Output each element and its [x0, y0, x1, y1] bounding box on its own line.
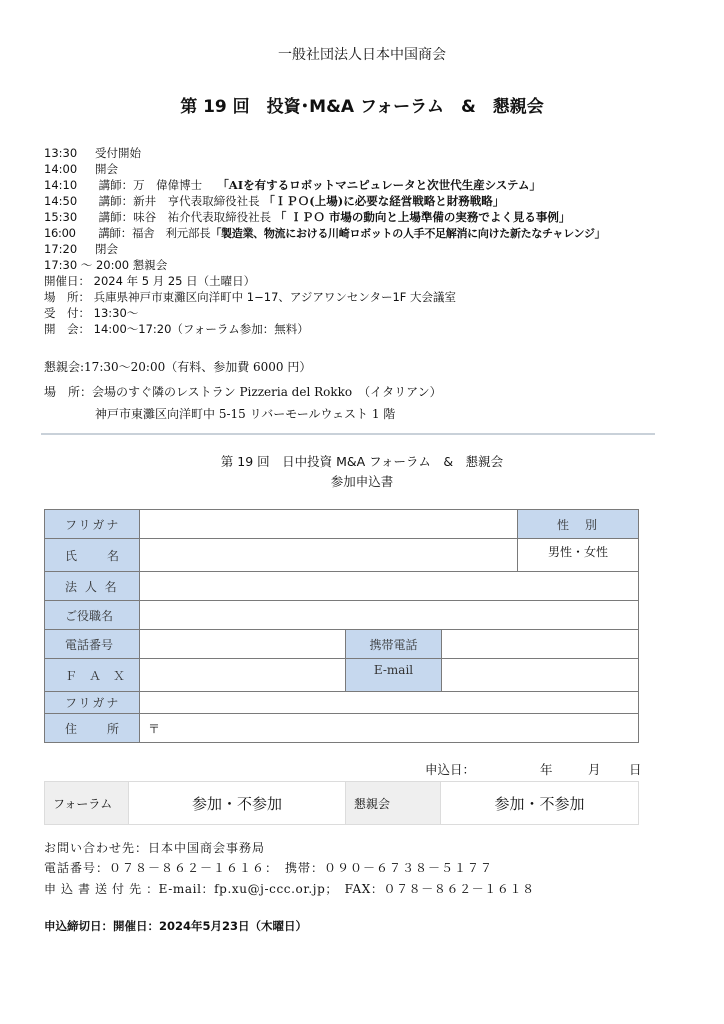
lecture-topic: 「製造業、物流における川崎ロボットの人手不足解消に向けた新たなチャレンジ」 — [210, 227, 606, 240]
schedule-time: 15:30 — [44, 210, 78, 224]
section-divider — [41, 433, 655, 435]
schedule-text: 受付開始 — [95, 146, 141, 160]
schedule-time: 14:00 — [44, 162, 78, 176]
registration-table — [44, 509, 639, 743]
party-details: 懇親会:17:30～20:00（有料、参加費 6000 円） — [44, 360, 312, 374]
schedule-item — [44, 225, 605, 242]
schedule-text: 講師：万 偉偉博士 — [95, 178, 218, 192]
party-address: 神戸市東灘区向洋町中 5-15 リバーモールウェスト 1 階 — [95, 407, 396, 421]
application-date-day: 日 — [629, 762, 642, 777]
schedule-item — [44, 177, 541, 193]
schedule-time: 14:50 — [44, 194, 78, 208]
furigana-label: フリガナ — [45, 510, 140, 539]
application-date-month: 月 — [588, 762, 601, 777]
email-field[interactable] — [442, 659, 639, 692]
schedule-text: 講師：新井 亨代表取締役社長 — [95, 194, 264, 208]
lecture-topic: 「 ＩＰＯ 市場の動向と上場準備の実務でよく見る事例」 — [274, 210, 571, 224]
inquiry-contact: お問い合わせ先：日本中国商会事務局 — [44, 841, 266, 855]
forum-label: フォーラム — [45, 782, 129, 825]
mobile-label: 携帯電話 — [346, 630, 442, 659]
name-label: 氏 名 — [45, 539, 140, 572]
company-label: 法 人 名 — [45, 572, 140, 601]
reception-time: 受 付： 13:30～ — [44, 306, 139, 320]
fax-field[interactable] — [140, 659, 346, 692]
schedule-time: 14:10 — [44, 178, 78, 192]
lecture-topic: 「AIを有するロボットマニピュレータと次世代生産システム」 — [217, 178, 541, 192]
gender-options[interactable]: 男性・女性 — [518, 539, 639, 572]
schedule-text: 閉会 — [95, 242, 118, 256]
party-venue: 場 所：会場のすぐ隣のレストラン Pizzeria del Rokko （イタリアン） — [44, 385, 442, 399]
contact-send-to: 申 込 書 送 付 先 ：E-mail：fp.xu@j-ccc.or.jp； FAX：０７８－８６２－１６１８ — [44, 882, 535, 896]
lecture-topic: 「ＩＰＯ(上場)に必要な経営戦略と財務戦略」 — [263, 194, 505, 208]
opening-time: 開 会： 14:00～17:20（フォーラム参加：無料） — [44, 322, 309, 336]
position-label: ご役職名 — [45, 601, 140, 630]
company-field[interactable] — [140, 572, 639, 601]
furigana-address-label: フリガナ — [45, 692, 140, 714]
phone-field[interactable] — [140, 630, 346, 659]
schedule-text: 講師：福舎 利元部長 — [95, 226, 211, 240]
schedule-item — [44, 193, 504, 209]
event-venue: 場 所： 兵庫県神戸市東灘区向洋町中 1−17、アジアワンセンター1F 大会議室 — [44, 290, 457, 304]
address-label: 住 所 — [45, 714, 140, 743]
application-date-label: 申込日： — [425, 762, 476, 777]
position-field[interactable] — [140, 601, 639, 630]
event-date: 開催日： 2024 年 5 月 25 日（土曜日） — [44, 274, 256, 288]
schedule-time: 16:00 — [44, 226, 76, 240]
address-field[interactable] — [140, 714, 639, 743]
schedule-item — [44, 241, 118, 257]
participation-table — [44, 781, 639, 825]
application-deadline: 申込締切日：開催日：2024年5月23日（木曜日） — [44, 919, 308, 933]
gender-label: 性 別 — [518, 510, 639, 539]
party-label: 懇親会 — [346, 782, 441, 825]
party-time: 17:30 ～ 20:00 懇親会 — [44, 258, 168, 272]
fax-label: Ｆ Ａ Ｘ — [45, 659, 140, 692]
schedule-time: 13:30 — [44, 146, 78, 160]
name-field[interactable] — [140, 539, 518, 572]
schedule-time: 17:20 — [44, 242, 78, 256]
email-label: E-mail — [346, 659, 442, 692]
application-date-year: 年 — [540, 762, 553, 777]
furigana-address-field[interactable] — [140, 692, 639, 714]
phone-label: 電話番号 — [45, 630, 140, 659]
form-title: 第 19 回 日中投資 M&A フォーラム & 懇親会 — [220, 454, 504, 469]
party-participation-option[interactable]: 参加・不参加 — [441, 782, 639, 825]
mobile-field[interactable] — [442, 630, 639, 659]
schedule-text: 講師：味谷 祐介代表取締役社長 — [95, 210, 275, 224]
event-title: 第 19 回 投資･M&A フォーラム & 懇親会 — [180, 97, 544, 117]
contact-phone: 電話番号：０７８－８６２－１６１６： 携帯：０９０－６７３８－５１７７ — [44, 861, 494, 875]
schedule-item — [44, 161, 118, 177]
postal-mark: 〒 — [148, 721, 161, 736]
form-subtitle: 参加申込書 — [330, 474, 394, 489]
organization-name: 一般社団法人日本中国商会 — [278, 47, 446, 63]
schedule-item — [44, 209, 570, 225]
schedule-text: 開会 — [95, 162, 118, 176]
schedule-item — [44, 145, 141, 161]
forum-participation-option[interactable]: 参加・不参加 — [129, 782, 346, 825]
furigana-field[interactable] — [140, 510, 518, 539]
